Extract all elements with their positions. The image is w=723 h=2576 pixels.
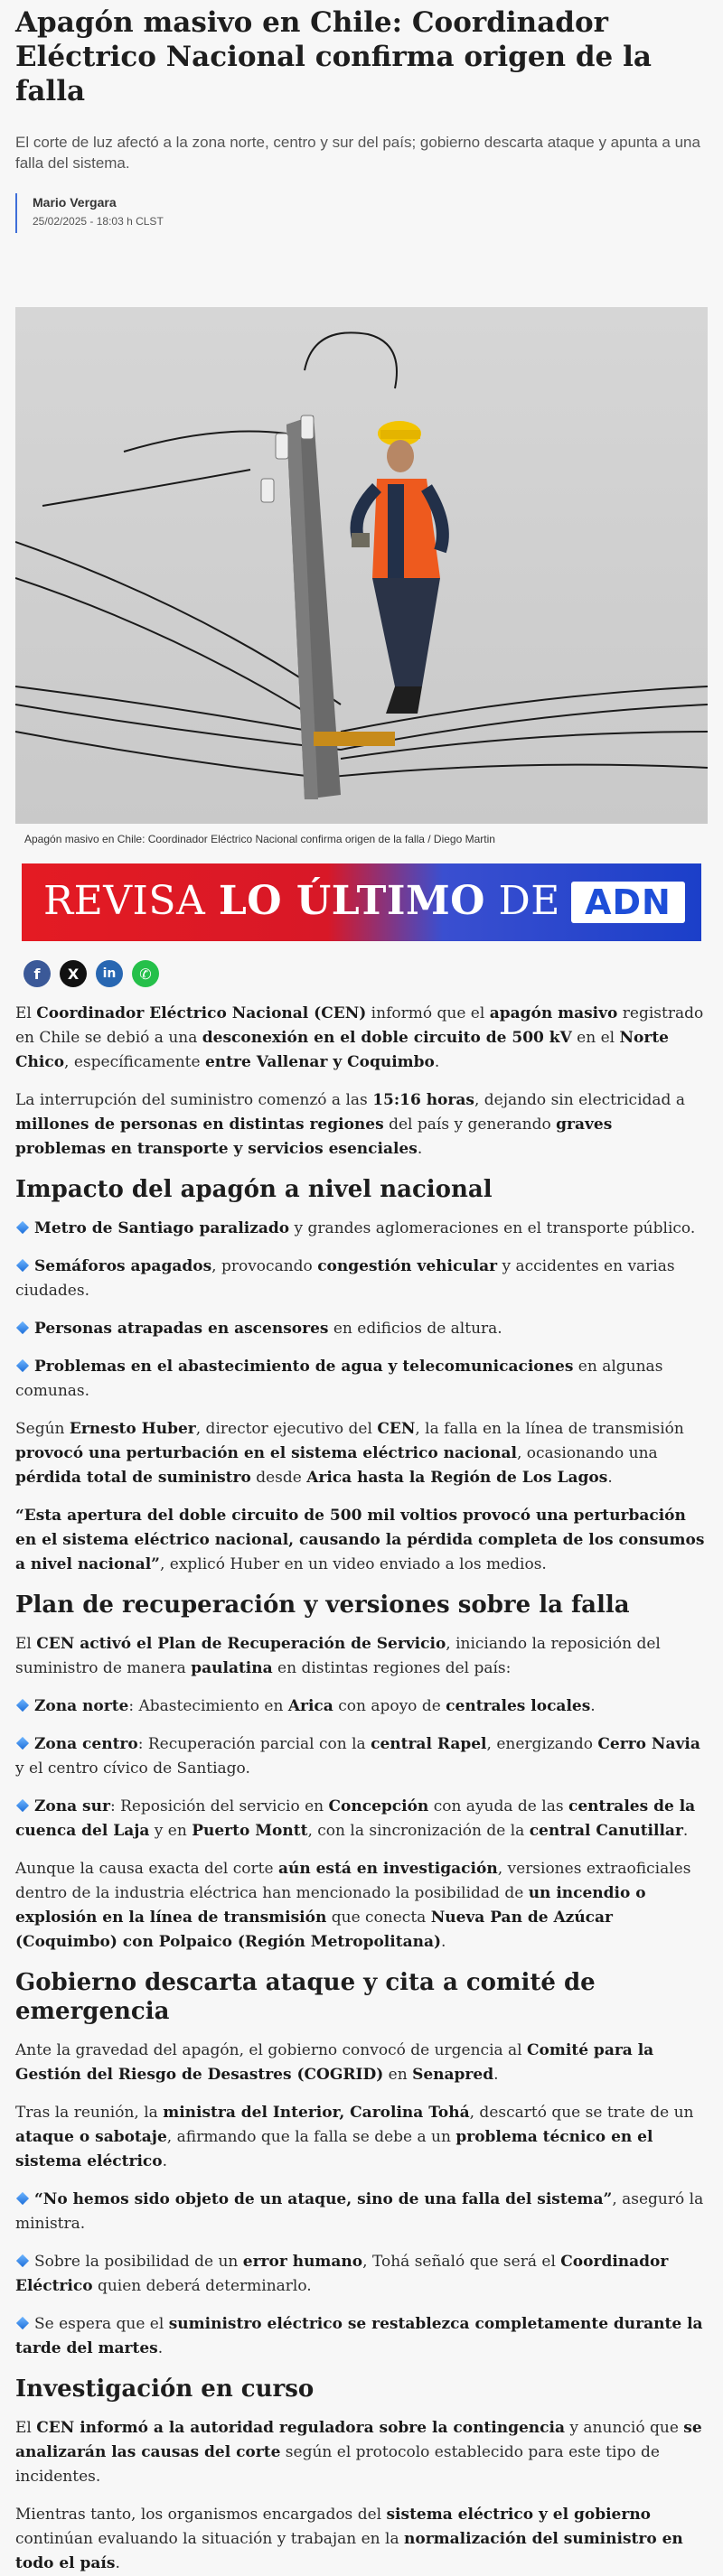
bold-text-run: ataque o sabotaje <box>15 2128 167 2146</box>
paragraph <box>15 1088 708 1162</box>
text-run: . <box>115 2554 120 2572</box>
paragraph <box>15 2503 708 2576</box>
text-run: informó que el <box>366 1004 490 1022</box>
text-run: . <box>162 2152 167 2170</box>
text-run: El <box>15 2419 37 2437</box>
text-run: . <box>434 1053 440 1071</box>
bold-text-run: Zona norte <box>34 1697 129 1715</box>
bullet-item <box>15 1732 708 1781</box>
bold-text-run: Zona sur <box>34 1797 110 1815</box>
bold-text-run: ministra del Interior, Carolina Tohá <box>163 2104 470 2122</box>
text-run: , provocando <box>211 1257 318 1275</box>
blue-diamond-icon <box>16 2254 29 2267</box>
text-run: , Tohá señaló que será el <box>362 2253 561 2271</box>
bold-text-run: desconexión en el doble circuito de 500 kV <box>202 1029 572 1047</box>
bold-text-run: problema técnico en el sistema eléctrico <box>15 2128 653 2170</box>
photo-caption: Apagón masivo en Chile: Coordinador Eléctrico Nacional confirma origen de la falla / Diego Martin <box>24 833 495 845</box>
article-headline: Apagón masivo en Chile: Coordinador Eléctrico Nacional confirma origen de la falla <box>15 6 652 107</box>
bullet-item <box>15 2312 708 2361</box>
text-run: y en <box>149 1822 192 1840</box>
paragraph <box>15 1857 708 1955</box>
bold-text-run: Arica hasta la Región de Los Lagos <box>306 1469 608 1487</box>
text-run: . <box>417 1140 423 1158</box>
bold-text-run: CEN informó a la autoridad reguladora sobre la contingencia <box>36 2419 565 2437</box>
publish-date: 25/02/2025 - 18:03 h CLST <box>33 215 164 228</box>
text-run: La interrupción del suministro comenzó a las <box>15 1091 373 1109</box>
bold-text-run: congestión vehicular <box>317 1257 498 1275</box>
bold-text-run: centrales de la cuenca del Laja <box>15 1797 696 1840</box>
adn-logo: ADN <box>571 882 685 923</box>
text-run: , específicamente <box>64 1053 205 1071</box>
blue-diamond-icon <box>16 1359 29 1372</box>
bullet-item <box>15 1317 708 1341</box>
bold-text-run: pérdida total de suministro <box>15 1469 251 1487</box>
article-body <box>15 1002 708 2576</box>
linkedin-share-icon[interactable]: in <box>96 960 123 987</box>
bold-text-run: aún está en investigación <box>277 1860 498 1878</box>
paragraph <box>15 2101 708 2174</box>
blue-diamond-icon <box>16 2317 29 2329</box>
bold-text-run: provocó una perturbación en el sistema eléctrico nacional <box>15 1444 517 1462</box>
banner-text-revisa: REVISA <box>43 878 219 924</box>
bold-text-run: entre Vallenar y Coquimbo <box>204 1053 435 1071</box>
paragraph <box>15 2416 708 2489</box>
text-run: . <box>157 2339 164 2357</box>
bold-text-run: Nueva Pan de Azúcar (Coquimbo) con Polpaico (Región Metropolitana) <box>15 1909 613 1951</box>
blue-diamond-icon <box>16 1321 29 1334</box>
text-run: . <box>590 1697 596 1715</box>
text-run: Tras la reunión, la <box>15 2104 164 2122</box>
paragraph <box>15 1504 708 1577</box>
bold-text-run: Senapred <box>412 2066 494 2084</box>
bold-text-run: 15:16 horas <box>372 1091 474 1109</box>
author-name[interactable]: Mario Vergara <box>33 195 117 210</box>
paragraph <box>15 2039 708 2087</box>
bold-text-run: CEN activó el Plan de Recuperación de Servicio <box>36 1635 446 1653</box>
bold-text-run: central Canutillar <box>529 1822 683 1840</box>
section-heading: Plan de recuperación y versiones sobre la falla <box>15 1591 630 1619</box>
bullet-item <box>15 2188 708 2236</box>
bold-text-run: Norte Chico <box>15 1029 669 1071</box>
bold-text-run: se analizarán las causas del corte <box>15 2419 702 2461</box>
text-run: según el protocolo establecido para este tipo de incidentes. <box>15 2443 660 2486</box>
paragraph <box>15 1417 708 1490</box>
text-run: Se espera que el <box>34 2315 169 2333</box>
bold-text-run: un incendio o explosión en la línea de transmisión <box>15 1884 646 1927</box>
text-run: Mientras tanto, los organismos encargados del <box>15 2506 387 2524</box>
bold-text-run: sistema eléctrico y el gobierno <box>386 2506 652 2524</box>
byline <box>15 193 708 233</box>
text-run: , versiones extraoficiales dentro de la industria eléctrica han mencionado la posibilidad de <box>15 1860 691 1902</box>
text-run: : Reposición del servicio en <box>109 1797 329 1815</box>
blue-diamond-icon <box>16 1699 29 1712</box>
bold-text-run: millones de personas en distintas regiones <box>15 1115 384 1134</box>
bold-text-run: Concepción <box>328 1797 429 1815</box>
blue-diamond-icon <box>16 1259 29 1272</box>
bullet-item <box>15 1217 708 1241</box>
text-run: continúan evaluando la situación y trabajan en la <box>15 2530 405 2548</box>
text-run: , energizando <box>486 1735 598 1753</box>
lineman-on-pole-photo <box>15 307 708 824</box>
bold-text-run: error humano <box>242 2253 363 2271</box>
paragraph <box>15 1632 708 1681</box>
bold-text-run: suministro eléctrico se restablezca completamente durante la tarde del martes <box>15 2315 703 2357</box>
whatsapp-share-icon[interactable]: ✆ <box>132 960 159 987</box>
bold-text-run: Coordinador Eléctrico Nacional (CEN) <box>36 1004 367 1022</box>
bold-text-run: CEN <box>377 1420 416 1438</box>
bullet-item <box>15 1255 708 1303</box>
bold-text-run: Personas atrapadas en ascensores <box>34 1320 329 1338</box>
text-run: , ocasionando una <box>516 1444 658 1462</box>
bold-text-run: “No hemos sido objeto de un ataque, sino de una falla del sistema” <box>34 2190 613 2208</box>
bold-text-run: Problemas en el abastecimiento de agua y telecomunicaciones <box>34 1358 574 1376</box>
x-share-icon[interactable]: X <box>60 960 87 987</box>
bold-text-run: Comité para la Gestión del Riesgo de Desastres (COGRID) <box>15 2041 654 2084</box>
bold-text-run: Zona centro <box>34 1735 138 1753</box>
text-run: desde <box>250 1469 307 1487</box>
text-run: , la falla en la línea de transmisión <box>415 1420 684 1438</box>
text-run: . <box>493 2066 499 2084</box>
article-lead: El corte de luz afectó a la zona norte, centro y sur del país; gobierno descarta ataque y apunta a una falla del sistema. <box>15 134 700 172</box>
bold-text-run: “Esta apertura del doble circuito de 500 mil voltios provocó una perturbación en el sistema eléctrico nacional, causando la pérdida completa de los consumos a nivel nacional” <box>15 1507 705 1573</box>
text-run: con ayuda de las <box>428 1797 568 1815</box>
text-run: registrado en Chile se debió a una <box>15 1004 704 1047</box>
bold-text-run: paulatina <box>191 1659 273 1677</box>
banner-text-de: DE <box>484 878 560 924</box>
bold-text-run: apagón masivo <box>489 1004 618 1022</box>
text-run: y accidentes en varias ciudades. <box>15 1257 675 1300</box>
text-run: , director ejecutivo del <box>195 1420 378 1438</box>
text-run: y grandes aglomeraciones en el transporte público. <box>289 1219 696 1237</box>
text-run: Ante la gravedad del apagón, el gobierno convocó de urgencia al <box>15 2041 528 2059</box>
text-run: : Abastecimiento en <box>128 1697 288 1715</box>
section-heading: Gobierno descarta ataque y cita a comité de emergencia <box>15 1969 596 2025</box>
bold-text-run: Metro de Santiago paralizado <box>34 1219 290 1237</box>
text-run: , dejando sin electricidad a <box>474 1091 685 1109</box>
facebook-share-icon[interactable]: f <box>23 960 51 987</box>
revisa-lo-ultimo-banner[interactable] <box>22 863 701 941</box>
text-run: en algunas comunas. <box>15 1358 663 1400</box>
bold-text-run: Puerto Montt <box>192 1822 308 1840</box>
paragraph <box>15 1002 708 1075</box>
bold-text-run: normalización del suministro en todo el país <box>15 2530 683 2572</box>
text-run: con apoyo de <box>333 1697 446 1715</box>
text-run: en el <box>571 1029 620 1047</box>
blue-diamond-icon <box>16 1221 29 1234</box>
text-run: y anunció que <box>565 2419 684 2437</box>
text-run: . <box>682 1822 689 1840</box>
bullet-item <box>15 1355 708 1404</box>
text-run: quien deberá determinarlo. <box>92 2277 312 2295</box>
text-run: : Recuperación parcial con la <box>137 1735 371 1753</box>
bold-text-run: centrales locales <box>446 1697 591 1715</box>
text-run: y el centro cívico de Santiago. <box>15 1759 250 1778</box>
text-run: que conecta <box>326 1909 431 1927</box>
text-run: El <box>15 1635 37 1653</box>
text-run: , iniciando la reposición del suministro de manera <box>15 1635 661 1677</box>
text-run: , afirmando que la falla se debe a un <box>166 2128 456 2146</box>
text-run: El <box>15 1004 37 1022</box>
text-run: Aunque la causa exacta del corte <box>15 1860 278 1878</box>
text-run: del país y generando <box>383 1115 557 1134</box>
section-heading: Investigación en curso <box>15 2375 315 2403</box>
text-run: en distintas regiones del país: <box>272 1659 512 1677</box>
bold-text-run: Arica <box>287 1697 333 1715</box>
section-heading: Impacto del apagón a nivel nacional <box>15 1176 493 1203</box>
blue-diamond-icon <box>16 1799 29 1812</box>
bold-text-run: graves problemas en transporte y servicios esenciales <box>15 1115 613 1158</box>
text-run: . <box>441 1933 446 1951</box>
text-run: en edificios de altura. <box>328 1320 502 1338</box>
blue-diamond-icon <box>16 1737 29 1750</box>
blue-diamond-icon <box>16 2192 29 2205</box>
banner-text <box>43 878 560 924</box>
bullet-item <box>15 2250 708 2299</box>
bullet-item <box>15 1795 708 1843</box>
banner-text-lo-ultimo: LO ÚLTIMO <box>218 878 485 924</box>
bold-text-run: Coordinador Eléctrico <box>15 2253 669 2295</box>
text-run: Según <box>15 1420 70 1438</box>
share-bar <box>23 960 708 991</box>
bold-text-run: Ernesto Huber <box>69 1420 196 1438</box>
text-run: , explicó Huber en un video enviado a los medios. <box>159 1555 547 1573</box>
text-run: , descartó que se trate de un <box>469 2104 694 2122</box>
bold-text-run: central Rapel <box>371 1735 487 1753</box>
text-run: . <box>607 1469 613 1487</box>
bold-text-run: Semáforos apagados <box>34 1257 212 1275</box>
text-run: Sobre la posibilidad de un <box>34 2253 243 2271</box>
bullet-item <box>15 1694 708 1719</box>
text-run: , aseguró la ministra. <box>15 2190 704 2233</box>
text-run: , con la sincronización de la <box>307 1822 530 1840</box>
main-photo-figure <box>15 307 708 851</box>
text-run: en <box>383 2066 413 2084</box>
bold-text-run: Cerro Navia <box>597 1735 700 1753</box>
